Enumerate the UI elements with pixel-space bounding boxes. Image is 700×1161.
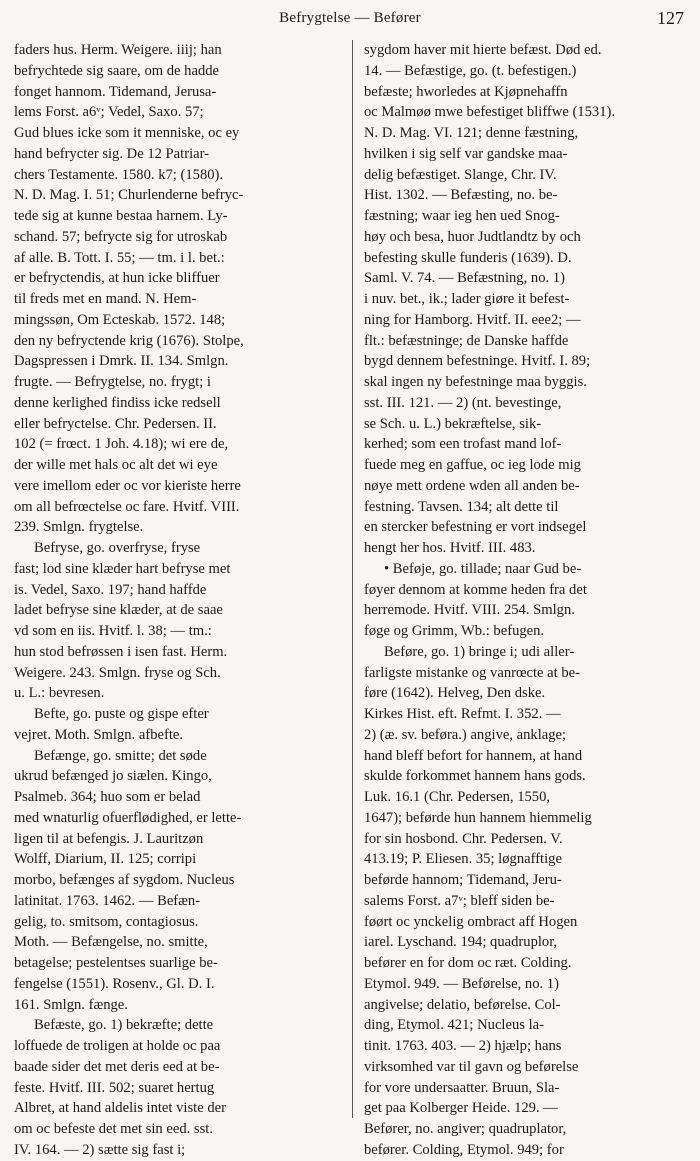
text-line: Beføre, go. 1) bringe i; udi aller- (384, 643, 575, 660)
text-line: Weigere. 243. Smlgn. fryse og Sch. (14, 664, 221, 681)
text-line: flt.: befæstninge; de Danske haffde (364, 332, 569, 349)
text-line: chers Testamente. 1580. k7; (1580). (14, 166, 224, 183)
text-line: Befæste, go. 1) bekræfte; dette (34, 1017, 214, 1034)
text-line: Dagspressen i Dmrk. II. 134. Smlgn. (14, 353, 229, 370)
text-line: loffuede de troligen at holde oc paa (14, 1038, 221, 1054)
column-divider (352, 40, 353, 1118)
text-line: IV. 164. — 2) sætte sig fast i; (14, 1141, 186, 1158)
text-line: af alle. B. Tott. I. 55; — tm. i l. bet.: (14, 249, 225, 266)
text-line: hvilken i sig self var gandske maa- (364, 145, 568, 162)
text-line: befører en for dom oc ræt. Colding. (364, 955, 572, 971)
text-line: get paa Kolberger Heide. 129. — (364, 1100, 558, 1117)
text-line: befrychtede sig saare, om de hadde (14, 62, 220, 79)
text-line: farligste mistanke og vanrœcte at be- (364, 664, 580, 681)
text-line: bygd dennem befestninge. Hvitf. I. 89; (364, 353, 591, 370)
text-line: for vore undersaatter. Bruun, Sla- (364, 1079, 560, 1096)
text-line: faders hus. Herm. Weigere. iiij; han (14, 42, 222, 58)
text-line: herremode. Hvitf. VIII. 254. Smlgn. (364, 602, 575, 619)
text-line: Albret, at hand aldelis intet viste der (14, 1100, 226, 1117)
text-line: feste. Hvitf. III. 502; suaret hertug (14, 1079, 215, 1096)
text-line: til freds met en mand. N. Hem- (14, 291, 197, 307)
text-line: ning for Hamborg. Hvitf. II. eee2; — (364, 311, 581, 328)
text-line: om oc befeste det met sin eed. sst. (14, 1121, 213, 1137)
text-line: kerhed; som een trofast mand lof- (364, 436, 562, 453)
text-line: befører. Colding, Etymol. 949; for (364, 1141, 564, 1158)
text-line: latinitat. 1763. 1462. — Befæn- (14, 892, 201, 909)
text-line: 14. — Befæstige, go. (t. befestigen.) (364, 62, 577, 79)
text-line: fast; lod sine klæder hart befryse met (14, 560, 231, 577)
text-line: is. Vedel, Saxo. 197; hand haffde (14, 581, 207, 598)
text-line: eller befryctelse. Chr. Pedersen. II. (14, 415, 217, 432)
text-line: skal ingen ny befestninge maa byggis. (364, 374, 587, 390)
text-line: Hist. 1302. — Befæsting, no. be- (364, 187, 558, 204)
text-line: virksomhed var til gavn og beførelse (364, 1058, 579, 1075)
text-line: hengt her hos. Hvitf. III. 483. (364, 540, 536, 556)
text-line: Befryse, go. overfryse, fryse (34, 540, 201, 556)
text-line: frugte. — Befrygtelse, no. frygt; i (14, 374, 211, 390)
text-line: 2) (æ. sv. beføra.) angive, anklage; (364, 726, 567, 743)
text-line: oc Malmøø mwe befestiget bliffwe (1531). (364, 104, 616, 121)
text-line: ding, Etymol. 421; Nucleus la- (364, 1017, 544, 1034)
text-line: iarel. Lyschand. 194; quadruplor, (364, 934, 558, 951)
text-line: ligen til at befengis. J. Lauritzøn (14, 830, 204, 847)
text-line: om all befrœctelse oc fare. Hvitf. VIII. (14, 498, 240, 515)
text-line: betagelse; pestelentses suarlige be- (14, 955, 218, 971)
text-line: med wnaturlig ofuerflødighed, er lette- (14, 809, 242, 826)
text-line: morbo, befænges af sygdom. Nucleus (14, 872, 235, 888)
text-line: i nuv. bet., ik.; lader giøre it befest- (364, 291, 570, 307)
text-line: 239. Smlgn. frygtelse. (14, 519, 144, 536)
text-line: fæstning; waar ieg hen ued Snog- (364, 208, 560, 224)
text-line: mingssøn, Om Ecteskab. 1572. 148; (14, 311, 226, 328)
text-line: 102 (= frœct. 1 Joh. 4.18); wi ere de, (14, 436, 229, 453)
text-line: festning. Tavsen. 134; alt dette til (364, 498, 559, 515)
text-line: Psalmeb. 364; huo som er belad (14, 789, 201, 805)
text-line: delig befæstiget. Slange, Chr. IV. (364, 166, 557, 183)
text-line: en stercker befestning er vort indsegel (364, 519, 587, 536)
text-line: Befænge, go. smitte; det søde (34, 747, 207, 764)
text-line: der wille met hals oc alt det wi eye (14, 457, 218, 473)
text-line: Befte, go. puste og gispe efter (34, 706, 209, 722)
text-line: 1647); beførde hun hannem hiemmelig (364, 809, 592, 826)
text-line: føge og Grimm, Wb.: befugen. (364, 623, 545, 639)
text-line: N. D. Mag. I. 51; Churlenderne befryc- (14, 187, 244, 204)
text-line: Etymol. 949. — Beførelse, no. 1) (364, 975, 559, 992)
text-line: sygdom haver mit hierte befæst. Død ed. (364, 42, 602, 58)
text-line: • Beføje, go. tillade; naar Gud be- (384, 560, 582, 577)
text-line: Saml. V. 74. — Befæstning, no. 1) (364, 270, 565, 287)
text-line: den ny befryctende krig (1676). Stolpe, (14, 332, 244, 349)
text-line: Moth. — Befængelse, no. smitte, (14, 934, 208, 951)
text-line: befesting skulle funderis (1639). D. (364, 249, 572, 266)
text-line: 413.19; P. Eliesen. 35; løgnafftige (364, 851, 562, 868)
running-head: Befrygtelse — Befører (279, 10, 421, 26)
text-line: høy och besa, huor Judtlandtz by och (364, 228, 581, 245)
text-line: nøye mett ordene wden all anden be- (364, 477, 580, 494)
text-line: N. D. Mag. VI. 121; denne fæstning, (364, 125, 579, 141)
text-line: Befører, no. angiver; quadruplator, (364, 1121, 567, 1137)
page-number: 127 (657, 8, 684, 28)
text-line: fonget hannom. Tidemand, Jerusa- (14, 83, 217, 100)
text-line: for sin hosbond. Chr. Pedersen. V. (364, 830, 563, 847)
text-line: tinit. 1763. 403. — 2) hjælp; hans (364, 1038, 562, 1054)
text-line: føørt oc ynckelig ombract aff Hogen (364, 913, 578, 930)
text-line: Wolff, Diarium, II. 125; corripi (14, 851, 197, 868)
text-line: gelig, to. smitsom, contagiosus. (14, 913, 199, 930)
text-line: hun stod befrøssen i isen fast. Herm. (14, 643, 228, 660)
text-line: angivelse; delatio, beførelse. Col- (364, 996, 561, 1013)
text-line: skulde forkommet hannem hans gods. (364, 768, 586, 785)
text-line: ladet befryse sine klæder, at de saae (14, 602, 223, 619)
text-line: føre (1642). Helveg, Den dske. (364, 685, 546, 702)
text-line: schand. 57; befrycte sig for utroskab (14, 228, 228, 245)
text-line: Gud blues icke som it menniske, oc ey (14, 125, 240, 141)
page-header (0, 6, 700, 36)
left-column (14, 40, 342, 1158)
text-line: se Sch. u. L.) bekræftelse, sik- (364, 415, 542, 432)
text-line: hand bleff befort for hannem, at hand (364, 747, 583, 764)
text-line: lems Forst. a6ᵛ; Vedel, Saxo. 57; (14, 104, 204, 121)
text-line: beførde hannom; Tidemand, Jeru- (364, 872, 562, 888)
text-line: er befryctendis, at hun icke bliffuer (14, 270, 220, 287)
text-line: vere imellom eder oc vor kieriste herre (14, 477, 241, 494)
text-line: u. L.: bevresen. (14, 685, 105, 702)
text-line: fuede meg en gaffue, oc ieg lode mig (364, 457, 581, 473)
text-line: salems Forst. a7ᵛ; bleff siden be- (364, 892, 555, 909)
text-line: baade sider det met deris eed at be- (14, 1058, 220, 1075)
text-line: denne kerlighed findiss icke redsell (14, 394, 221, 411)
text-line: sst. III. 121. — 2) (nt. bevestinge, (364, 394, 562, 411)
text-line: Luk. 16.1 (Chr. Pedersen, 1550, (364, 789, 551, 805)
right-column (364, 40, 686, 1158)
text-line: Kirkes Hist. eft. Refmt. I. 352. — (364, 706, 561, 722)
text-line: fengelse (1551). Rosenv., Gl. D. I. (14, 975, 215, 992)
text-line: føyer dennom at komme heden fra det (364, 581, 587, 598)
text-line: vd som en iis. Hvitf. l. 38; — tm.: (14, 623, 212, 639)
text-line: 161. Smlgn. fænge. (14, 996, 128, 1013)
text-line: tede sig at kunne bestaa harnem. Ly- (14, 208, 228, 224)
text-line: befæste; hworledes at Kjøpnehaffn (364, 83, 568, 100)
text-line: ukrud befænged jo siælen. Kingo, (14, 768, 212, 785)
text-line: hand befrycter sig. De 12 Patriar- (14, 145, 210, 162)
text-line: vejret. Moth. Smlgn. afbefte. (14, 726, 184, 743)
dictionary-columns (14, 40, 686, 1158)
